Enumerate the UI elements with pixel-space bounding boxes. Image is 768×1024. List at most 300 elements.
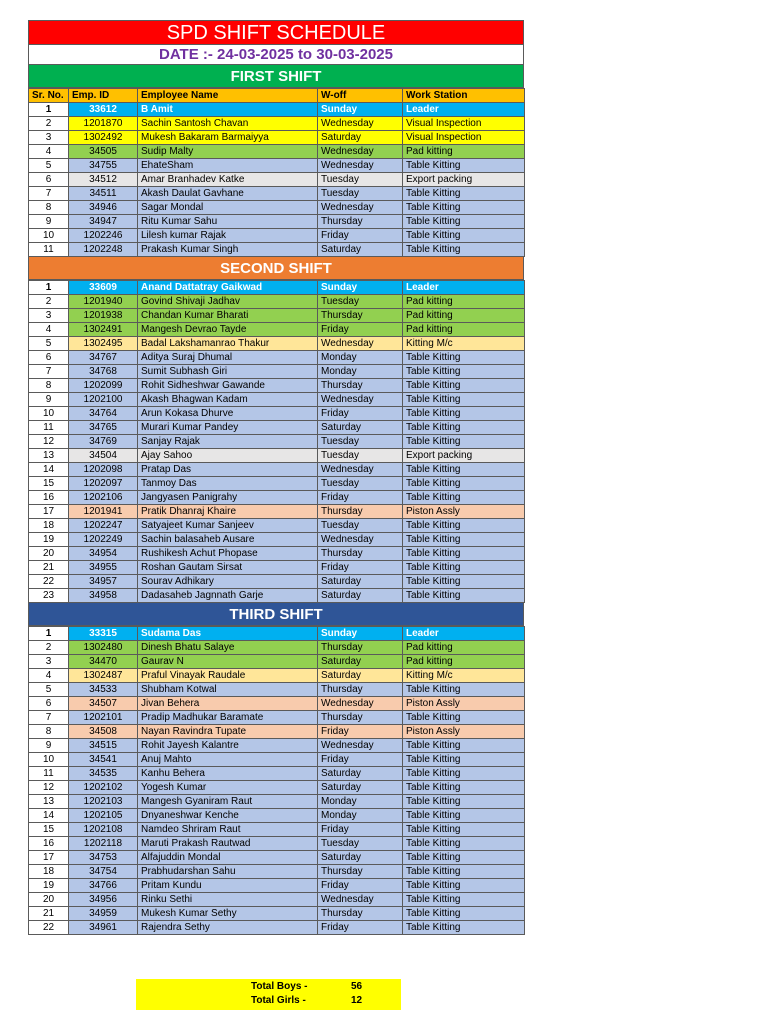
sr-no-cell: 5 [29,159,69,173]
sr-no-cell: 5 [29,683,69,697]
w-off-cell: Saturday [318,589,403,603]
employee-name-cell: Chandan Kumar Bharati [138,309,318,323]
w-off-cell: Tuesday [318,837,403,851]
date-range: DATE :- 24-03-2025 to 30-03-2025 [28,45,524,65]
table-row [29,669,525,683]
table-row [29,379,525,393]
employee-name-cell: Jivan Behera [138,697,318,711]
work-station-cell: Visual Inspection [403,131,525,145]
emp-id-cell: 34515 [69,739,138,753]
work-station-cell: Table Kitting [403,215,525,229]
work-station-cell: Table Kitting [403,907,525,921]
employee-name-cell: Ritu Kumar Sahu [138,215,318,229]
work-station-cell: Table Kitting [403,351,525,365]
work-station-cell: Leader [403,103,525,117]
shift-table [28,280,525,603]
work-station-cell: Table Kitting [403,837,525,851]
table-row [29,117,525,131]
sr-no-cell: 1 [29,281,69,295]
work-station-cell: Table Kitting [403,753,525,767]
emp-id-cell: 34769 [69,435,138,449]
work-station-cell: Table Kitting [403,421,525,435]
employee-name-cell: Praful Vinayak Raudale [138,669,318,683]
w-off-cell: Friday [318,491,403,505]
employee-name-cell: Amar Branhadev Katke [138,173,318,187]
header-row [29,89,525,103]
sr-no-cell: 3 [29,131,69,145]
sr-no-cell: 7 [29,187,69,201]
table-row [29,575,525,589]
employee-name-cell: Dinesh Bhatu Salaye [138,641,318,655]
work-station-cell: Table Kitting [403,365,525,379]
work-station-cell: Table Kitting [403,589,525,603]
w-off-cell: Wednesday [318,159,403,173]
emp-id-cell: 1202108 [69,823,138,837]
work-station-cell: Piston Assly [403,697,525,711]
employee-name-cell: Prakash Kumar Singh [138,243,318,257]
employee-name-cell: Sachin Santosh Chavan [138,117,318,131]
table-row [29,879,525,893]
employee-name-cell: Tanmoy Das [138,477,318,491]
w-off-cell: Thursday [318,865,403,879]
table-row [29,837,525,851]
work-station-cell: Kitting M/c [403,337,525,351]
w-off-cell: Tuesday [318,519,403,533]
table-row [29,131,525,145]
emp-id-cell: 34504 [69,449,138,463]
table-row [29,215,525,229]
table-row [29,753,525,767]
table-row [29,865,525,879]
w-off-cell: Saturday [318,767,403,781]
sr-no-cell: 9 [29,393,69,407]
work-station-cell: Table Kitting [403,229,525,243]
shift-heading: FIRST SHIFT [28,65,524,88]
shift-heading: SECOND SHIFT [28,257,524,280]
total-boys-label: Total Boys - [251,981,308,992]
employee-name-cell: Rajendra Sethy [138,921,318,935]
w-off-cell: Thursday [318,309,403,323]
table-row [29,795,525,809]
sr-no-cell: 8 [29,725,69,739]
table-row [29,683,525,697]
work-station-cell: Table Kitting [403,187,525,201]
work-station-cell: Table Kitting [403,767,525,781]
sr-no-cell: 10 [29,407,69,421]
work-station-cell: Table Kitting [403,879,525,893]
w-off-cell: Wednesday [318,201,403,215]
employee-name-cell: Akash Daulat Gavhane [138,187,318,201]
work-station-cell: Piston Assly [403,725,525,739]
w-off-cell: Thursday [318,711,403,725]
employee-name-cell: B Amit [138,103,318,117]
table-row [29,697,525,711]
sr-no-cell: 14 [29,809,69,823]
emp-id-cell: 1302492 [69,131,138,145]
emp-id-cell: 1202249 [69,533,138,547]
sr-no-cell: 2 [29,117,69,131]
emp-id-cell: 1302480 [69,641,138,655]
shift-heading: THIRD SHIFT [28,603,524,626]
w-off-cell: Wednesday [318,739,403,753]
emp-id-cell: 1302495 [69,337,138,351]
table-row [29,725,525,739]
employee-name-cell: Yogesh Kumar [138,781,318,795]
table-row [29,477,525,491]
w-off-cell: Saturday [318,655,403,669]
work-station-cell: Table Kitting [403,865,525,879]
emp-id-cell: 34541 [69,753,138,767]
emp-id-cell: 34947 [69,215,138,229]
schedule-sheet [28,20,524,935]
emp-id-cell: 34946 [69,201,138,215]
employee-name-cell: Roshan Gautam Sirsat [138,561,318,575]
header-employee-name: Employee Name [138,89,318,103]
employee-name-cell: Alfajuddin Mondal [138,851,318,865]
w-off-cell: Monday [318,795,403,809]
table-row [29,781,525,795]
work-station-cell: Kitting M/c [403,669,525,683]
sr-no-cell: 10 [29,753,69,767]
totals-box [136,979,401,1010]
emp-id-cell: 33315 [69,627,138,641]
sr-no-cell: 19 [29,879,69,893]
w-off-cell: Tuesday [318,435,403,449]
work-station-cell: Pad kitting [403,641,525,655]
emp-id-cell: 34767 [69,351,138,365]
table-row [29,463,525,477]
w-off-cell: Thursday [318,547,403,561]
w-off-cell: Wednesday [318,463,403,477]
w-off-cell: Saturday [318,131,403,145]
work-station-cell: Table Kitting [403,683,525,697]
table-row [29,561,525,575]
employee-name-cell: Akash Bhagwan Kadam [138,393,318,407]
sr-no-cell: 2 [29,295,69,309]
table-row [29,281,525,295]
w-off-cell: Monday [318,365,403,379]
employee-name-cell: Mangesh Gyaniram Raut [138,795,318,809]
table-row [29,323,525,337]
sr-no-cell: 21 [29,561,69,575]
table-row [29,739,525,753]
employee-name-cell: Dadasaheb Jagnnath Garje [138,589,318,603]
emp-id-cell: 33612 [69,103,138,117]
header-sr-no: Sr. No. [29,89,69,103]
employee-name-cell: Jangyasen Panigrahy [138,491,318,505]
sr-no-cell: 21 [29,907,69,921]
table-row [29,547,525,561]
table-row [29,309,525,323]
emp-id-cell: 34957 [69,575,138,589]
w-off-cell: Wednesday [318,533,403,547]
work-station-cell: Table Kitting [403,823,525,837]
table-row [29,711,525,725]
w-off-cell: Friday [318,229,403,243]
table-row [29,589,525,603]
employee-name-cell: Rushikesh Achut Phopase [138,547,318,561]
sr-no-cell: 18 [29,519,69,533]
sr-no-cell: 10 [29,229,69,243]
emp-id-cell: 34508 [69,725,138,739]
table-row [29,229,525,243]
employee-name-cell: Ajay Sahoo [138,449,318,463]
table-row [29,449,525,463]
w-off-cell: Wednesday [318,393,403,407]
work-station-cell: Table Kitting [403,435,525,449]
emp-id-cell: 34533 [69,683,138,697]
work-station-cell: Table Kitting [403,921,525,935]
w-off-cell: Monday [318,809,403,823]
emp-id-cell: 34512 [69,173,138,187]
emp-id-cell: 34956 [69,893,138,907]
sr-no-cell: 20 [29,893,69,907]
table-row [29,421,525,435]
work-station-cell: Table Kitting [403,533,525,547]
employee-name-cell: Satyajeet Kumar Sanjeev [138,519,318,533]
work-station-cell: Table Kitting [403,243,525,257]
w-off-cell: Friday [318,753,403,767]
employee-name-cell: Sachin balasaheb Ausare [138,533,318,547]
employee-name-cell: Badal Lakshamanrao Thakur [138,337,318,351]
total-girls-value: 12 [351,995,363,1006]
shift-table [28,88,525,257]
w-off-cell: Friday [318,407,403,421]
emp-id-cell: 1302491 [69,323,138,337]
sr-no-cell: 12 [29,781,69,795]
sr-no-cell: 20 [29,547,69,561]
emp-id-cell: 1202097 [69,477,138,491]
w-off-cell: Friday [318,879,403,893]
table-row [29,809,525,823]
emp-id-cell: 1202101 [69,711,138,725]
work-station-cell: Table Kitting [403,851,525,865]
emp-id-cell: 34955 [69,561,138,575]
w-off-cell: Thursday [318,379,403,393]
sr-no-cell: 4 [29,323,69,337]
sr-no-cell: 8 [29,379,69,393]
work-station-cell: Pad kitting [403,309,525,323]
employee-name-cell: Dnyaneshwar Kenche [138,809,318,823]
employee-name-cell: Lilesh kumar Rajak [138,229,318,243]
sr-no-cell: 15 [29,823,69,837]
w-off-cell: Sunday [318,103,403,117]
w-off-cell: Friday [318,823,403,837]
sr-no-cell: 9 [29,739,69,753]
emp-id-cell: 34505 [69,145,138,159]
table-row [29,655,525,669]
work-station-cell: Table Kitting [403,477,525,491]
w-off-cell: Wednesday [318,145,403,159]
sr-no-cell: 7 [29,711,69,725]
emp-id-cell: 1202248 [69,243,138,257]
w-off-cell: Tuesday [318,295,403,309]
employee-name-cell: Rohit Sidheshwar Gawande [138,379,318,393]
emp-id-cell: 1202118 [69,837,138,851]
sr-no-cell: 15 [29,477,69,491]
w-off-cell: Wednesday [318,117,403,131]
sr-no-cell: 17 [29,851,69,865]
total-girls-label: Total Girls - [251,995,306,1006]
w-off-cell: Thursday [318,215,403,229]
work-station-cell: Table Kitting [403,393,525,407]
header-work-station: Work Station [403,89,525,103]
sr-no-cell: 4 [29,145,69,159]
employee-name-cell: Sudama Das [138,627,318,641]
employee-name-cell: Shubham Kotwal [138,683,318,697]
table-row [29,823,525,837]
w-off-cell: Tuesday [318,449,403,463]
w-off-cell: Tuesday [318,173,403,187]
table-row [29,295,525,309]
work-station-cell: Pad kitting [403,655,525,669]
work-station-cell: Table Kitting [403,159,525,173]
employee-name-cell: Rinku Sethi [138,893,318,907]
w-off-cell: Monday [318,351,403,365]
table-row [29,533,525,547]
table-row [29,505,525,519]
table-row [29,243,525,257]
work-station-cell: Pad kitting [403,145,525,159]
sr-no-cell: 6 [29,173,69,187]
employee-name-cell: Kanhu Behera [138,767,318,781]
w-off-cell: Friday [318,323,403,337]
employee-name-cell: Anand Dattatray Gaikwad [138,281,318,295]
w-off-cell: Wednesday [318,337,403,351]
employee-name-cell: Maruti Prakash Rautwad [138,837,318,851]
w-off-cell: Saturday [318,669,403,683]
table-row [29,407,525,421]
table-row [29,767,525,781]
w-off-cell: Friday [318,561,403,575]
sr-no-cell: 4 [29,669,69,683]
w-off-cell: Thursday [318,683,403,697]
sr-no-cell: 13 [29,795,69,809]
work-station-cell: Table Kitting [403,795,525,809]
emp-id-cell: 1202098 [69,463,138,477]
sr-no-cell: 22 [29,921,69,935]
sr-no-cell: 19 [29,533,69,547]
employee-name-cell: Pratap Das [138,463,318,477]
table-row [29,351,525,365]
table-row [29,145,525,159]
table-row [29,103,525,117]
emp-id-cell: 1201938 [69,309,138,323]
employee-name-cell: Arun Kokasa Dhurve [138,407,318,421]
emp-id-cell: 1202246 [69,229,138,243]
emp-id-cell: 34755 [69,159,138,173]
sr-no-cell: 14 [29,463,69,477]
work-station-cell: Leader [403,627,525,641]
employee-name-cell: Pradip Madhukar Baramate [138,711,318,725]
work-station-cell: Leader [403,281,525,295]
table-row [29,159,525,173]
work-station-cell: Table Kitting [403,561,525,575]
work-station-cell: Pad kitting [403,323,525,337]
emp-id-cell: 1202100 [69,393,138,407]
sr-no-cell: 6 [29,697,69,711]
emp-id-cell: 34754 [69,865,138,879]
table-row [29,337,525,351]
emp-id-cell: 34535 [69,767,138,781]
table-row [29,627,525,641]
total-boys-value: 56 [351,981,363,992]
employee-name-cell: Nayan Ravindra Tupate [138,725,318,739]
emp-id-cell: 34507 [69,697,138,711]
sr-no-cell: 2 [29,641,69,655]
employee-name-cell: Mukesh Bakaram Barmaiyya [138,131,318,145]
sr-no-cell: 11 [29,767,69,781]
w-off-cell: Saturday [318,851,403,865]
sr-no-cell: 16 [29,491,69,505]
work-station-cell: Table Kitting [403,575,525,589]
table-row [29,491,525,505]
sr-no-cell: 3 [29,309,69,323]
employee-name-cell: Sourav Adhikary [138,575,318,589]
emp-id-cell: 34765 [69,421,138,435]
total-boys-row [136,980,401,994]
w-off-cell: Saturday [318,421,403,435]
sr-no-cell: 1 [29,627,69,641]
employee-name-cell: Mukesh Kumar Sethy [138,907,318,921]
employee-name-cell: Sagar Mondal [138,201,318,215]
work-station-cell: Table Kitting [403,781,525,795]
w-off-cell: Saturday [318,781,403,795]
table-row [29,187,525,201]
header-emp-id: Emp. ID [69,89,138,103]
table-row [29,435,525,449]
table-row [29,641,525,655]
employee-name-cell: Aditya Suraj Dhumal [138,351,318,365]
work-station-cell: Table Kitting [403,519,525,533]
emp-id-cell: 1201870 [69,117,138,131]
table-row [29,921,525,935]
emp-id-cell: 34511 [69,187,138,201]
work-station-cell: Table Kitting [403,491,525,505]
employee-name-cell: Sanjay Rajak [138,435,318,449]
w-off-cell: Wednesday [318,893,403,907]
sr-no-cell: 18 [29,865,69,879]
work-station-cell: Visual Inspection [403,117,525,131]
emp-id-cell: 34958 [69,589,138,603]
work-station-cell: Export packing [403,173,525,187]
sr-no-cell: 13 [29,449,69,463]
w-off-cell: Saturday [318,243,403,257]
emp-id-cell: 1202105 [69,809,138,823]
w-off-cell: Tuesday [318,477,403,491]
work-station-cell: Table Kitting [403,711,525,725]
sr-no-cell: 16 [29,837,69,851]
employee-name-cell: Govind Shivaji Jadhav [138,295,318,309]
table-row [29,893,525,907]
w-off-cell: Wednesday [318,697,403,711]
sr-no-cell: 22 [29,575,69,589]
work-station-cell: Table Kitting [403,893,525,907]
table-row [29,519,525,533]
emp-id-cell: 34753 [69,851,138,865]
table-row [29,393,525,407]
sr-no-cell: 6 [29,351,69,365]
sr-no-cell: 8 [29,201,69,215]
employee-name-cell: Sudip Malty [138,145,318,159]
work-station-cell: Table Kitting [403,379,525,393]
emp-id-cell: 34766 [69,879,138,893]
table-row [29,907,525,921]
table-row [29,173,525,187]
w-off-cell: Tuesday [318,187,403,201]
w-off-cell: Thursday [318,641,403,655]
employee-name-cell: Sumit Subhash Giri [138,365,318,379]
